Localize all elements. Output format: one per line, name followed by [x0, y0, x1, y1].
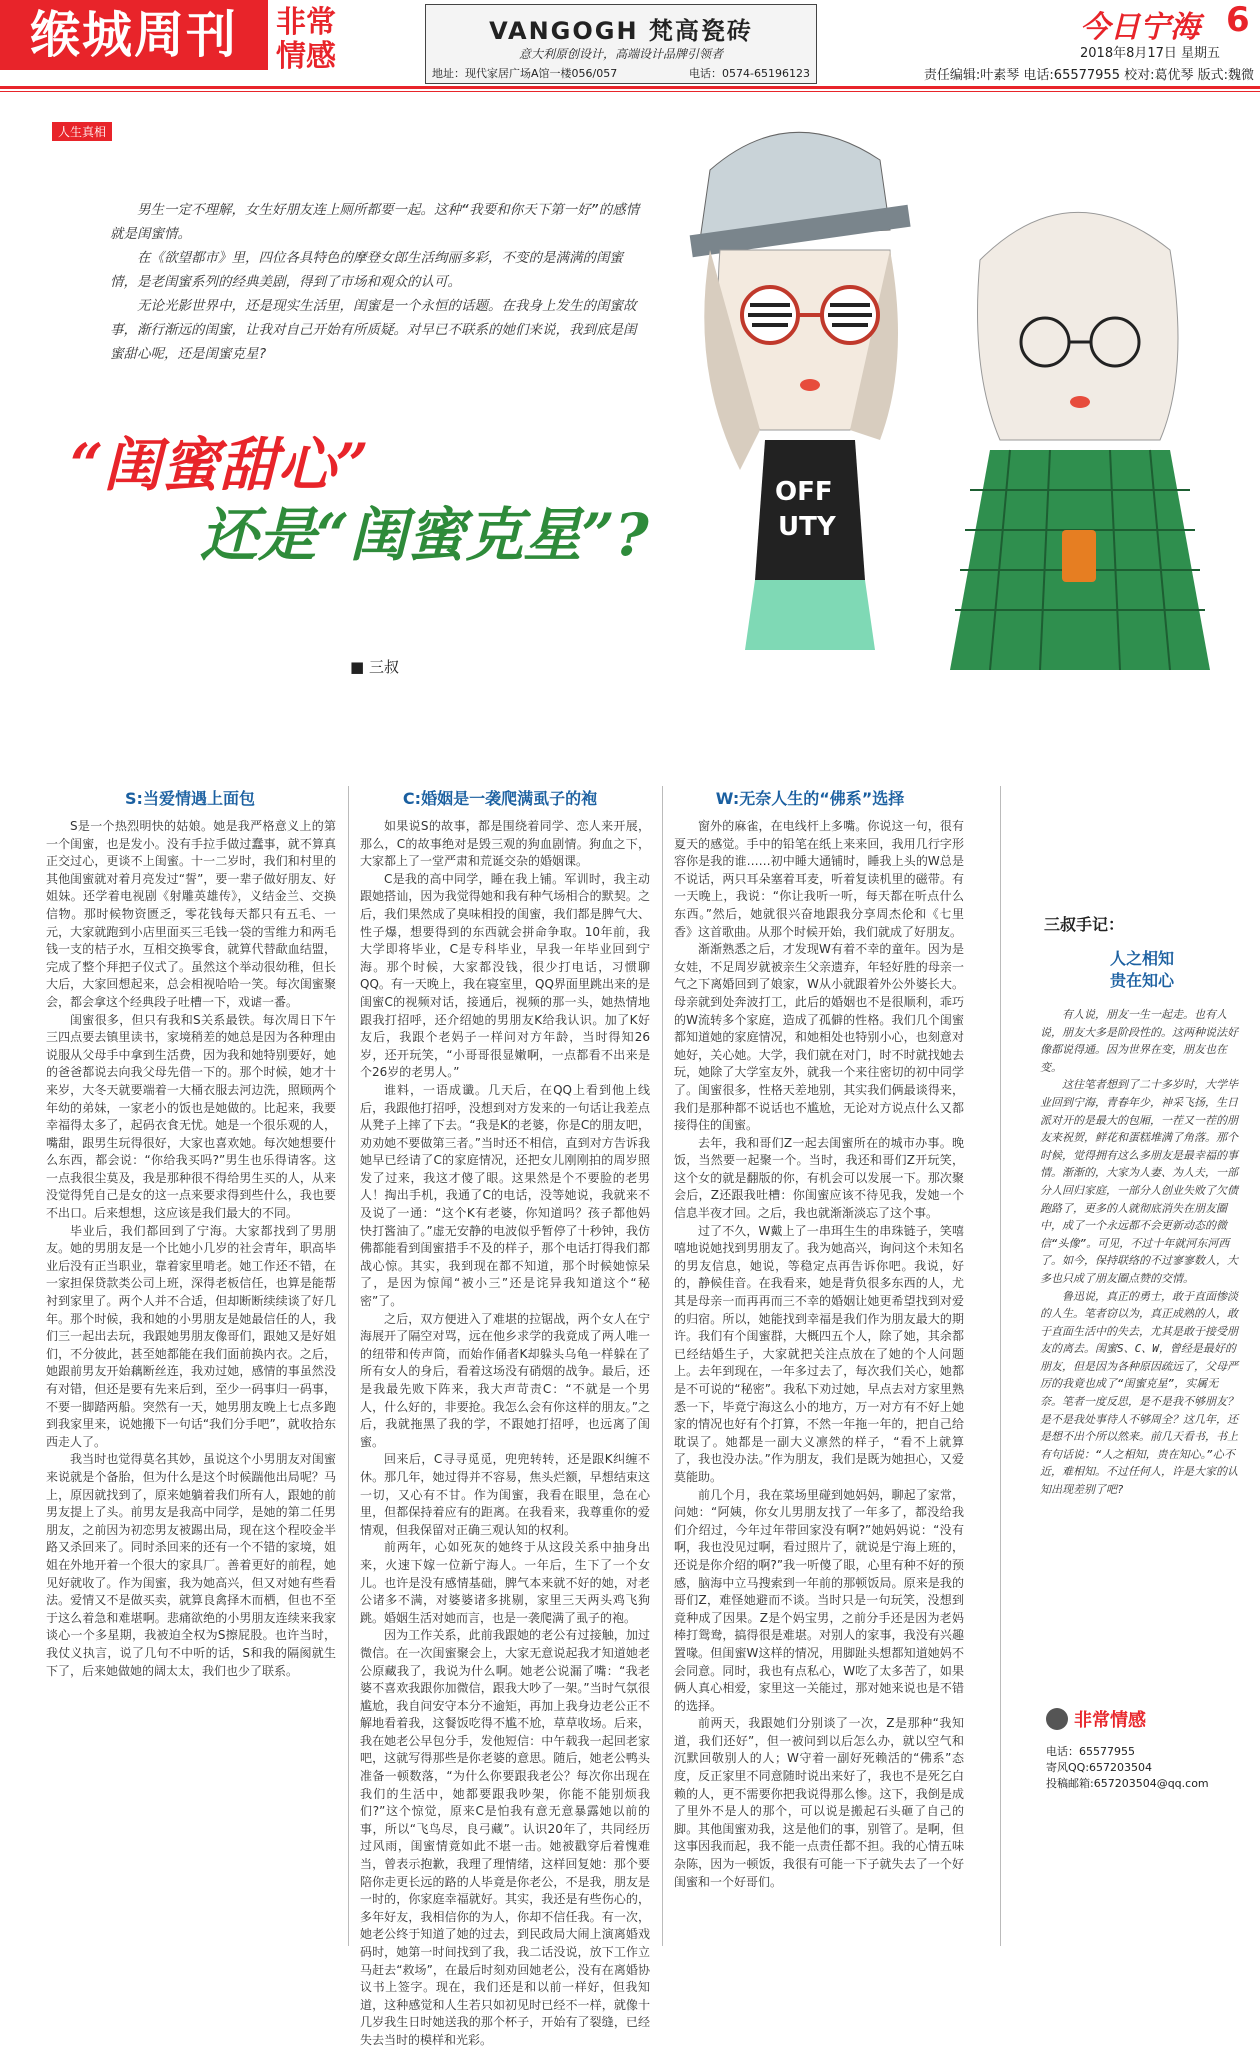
ad-brand: VANGOGH 梵高瓷砖 — [489, 17, 753, 45]
section-title-s: S:当爱情遇上面包 — [125, 789, 255, 808]
article-column-c — [360, 818, 650, 2050]
column-tag: 人生真相 — [52, 122, 112, 141]
section-title-c: C:婚姻是一袭爬满虱子的袍 — [402, 789, 598, 808]
paragraph: 谁料，一语成谶。几天后，在QQ上看到他上线后，我跟他打招呼，没想到对方发来的一句话让我差点从凳子上摔了下去。“我是K的老婆，你是C的朋友吧，劝劝她不要做第三者。”当时还不相信，直到对方告诉我她早已经请了C的家庭情况，还把女儿刚刚拍的周岁照发了过来，我这才傻了眼。这果然是个不要脸的老男人！掏出手机，我通了C的电话，没等她说，我就来不及说了一通：“这个K有老婆，你知道吗？孩子都他妈快打酱油了。”虚无安静的电波似乎暂停了十秒钟，我仿佛都能看到闺蜜措手不及的样子，那个电话打得我们都战心惊。其实，我到现在都不知道，那个时候她惊呆了，是因为惊闻“被小三”还是诧异我知道这个“秘密”了。 — [360, 1082, 650, 1309]
note-subtitle-line: 人之相知 — [1109, 949, 1174, 968]
ad-phone: 电话：0574-65196123 — [689, 67, 810, 80]
ad-contact — [432, 65, 810, 81]
article-column-w — [674, 818, 964, 1891]
article-column-s — [46, 818, 336, 1680]
contact-phone: 电话：65577955 — [1046, 1745, 1135, 1758]
pendant-bag — [1062, 530, 1096, 582]
paragraph: 闺蜜很多，但只有我和S关系最铁。每次周日下午三四点要去镇里读书，家境稍差的她总是因为各种理由说服从父母手中拿到生活费，因为我和她特别要好，她的爸爸都说去向我父母先借一下的。那个时候，她才十来岁，大冬天就要端着一大桶衣服去河边洗，照顾两个年幼的弟妹，一家老小的饭也是她做的。比起来，我要幸福得太多了，起码衣食无忧。她是一个很乐观的人，嘴甜，跟男生玩得很好，大家也喜欢她。每次她想要什么东西，都会说：“你给我买吗?”男生也乐得请客。这一点我很尘莫及，我是那种很不得给男生买的人，从来没觉得凭自己是女的这一点来要求得到些什么，我也要不出口。后来想想，这应该是我们最大的不同。 — [46, 1012, 336, 1221]
note-body — [1040, 1006, 1240, 1499]
note-paragraph: 有人说，朋友一生一起走。也有人说，朋友大多是阶段性的。这两种说法好像都说得通。因为世界在变，朋友也在变。 — [1040, 1008, 1238, 1074]
illustration-two-girls — [650, 110, 1250, 670]
paper-name: 今日宁海 — [1080, 10, 1200, 45]
note-paragraph: 这往笔者想到了二十多岁时，大学毕业回到宁海，青春年少，神采飞扬，生日派对开的是最大的包厢，一茬又一茬的朋友来祝贺，鲜花和蛋糕堆满了角落。那个时候，觉得拥有这么多朋友是最幸福的事情。渐渐的，大家为人妻、为人夫，一部分人回归家庭，一部分人创业失败了欠债跑路了，更多的人就彻底消失在朋友圈中，成了一个永远都不会更新动态的微信“头像”。可见，不过十年就河东河西了。如今，保持联络的不过寥寥数人，大多也只成了朋友圈点赞的交情。 — [1040, 1078, 1238, 1285]
paragraph: 去年，我和哥们Z一起去闺蜜所在的城市办事。晚饭，当然要一起聚一个。当时，我还和哥们Z开玩笑，这个女的就是翻版的你，有机会可以发展一下。那次聚会后，Z还跟我吐槽：你闺蜜应该不待见我，发她一个信息半夜才回。之后，我也就渐渐淡忘了这个事。 — [674, 1135, 964, 1221]
lead-paragraph: 在《欲望都市》里，四位各具特色的摩登女郎生活绚丽多彩，不变的是满满的闺蜜情，是老闺蜜系列的经典美剧，得到了市场和观众的认可。 — [110, 250, 623, 290]
svg-text:UTY: UTY — [778, 512, 836, 542]
paragraph: 前几个月，我在菜场里碰到她妈妈，聊起了家常，问她：“阿姨，你女儿男朋友找了一年多了，都没给我们介绍过，今年过年带回家没有啊?”她妈妈说：“没有啊，我也没见过啊，看过照片了，就说是宁海上班的，还说是你介绍的啊?”我一听傻了眼，心里有种不好的预感，脑海中立马搜索到一年前的那顿饭局。原来是我的哥们Z，难怪她避而不谈。当时只是一句玩笑，没想到竟种成了因果。Z是个妈宝男，之前分手还是因为老妈棒打鸳鸯，搞得很是难堪。对别人的家事，我没有兴趣置喙。但闺蜜W这样的情况，用脚趾头想都知道她妈不会同意。同时，我也有点私心，W吃了太多苦了，如果俩人真心相爱，家里这一关能过，那对她来说也是不错的选择。 — [674, 1487, 964, 1713]
column-divider — [348, 786, 349, 1946]
paragraph: 之后，双方便进入了难堪的拉锯战，两个女人在宁海展开了隔空对骂，远在他乡求学的我竟成了两人唯一的纽带和传声筒，而始作俑者K却躲头乌龟一样躲在了所有女人的身后，看着这场没有硝烟的战争。最后，还是我最先败下阵来，我大声苛责C：“不就是一个男人，什么好的，非要抢。我怎么会有你这样的朋友。”之后，我就拖黑了我的学，不跟她打招呼，也远离了闺蜜。 — [360, 1311, 650, 1449]
headline — [70, 430, 720, 570]
paragraph: S是一个热烈明快的姑娘。她是我严格意义上的第一个闺蜜，也是发小。没有手拉手做过蠢事，就不算真正交过心，更谈不上闺蜜。十一二岁时，我们和村里的其他闺蜜就对着月亮发过“誓”，要一辈子做好朋友、好姐妹。还学着电视剧《射雕英雄传》，义结金兰、交换信物。那时候物资匮乏，零花钱每天都只有五毛、一元，大家就跑到小店里面买三毛钱一袋的雪维力和两毛钱一支的桔子水，互相交换零食，就算代替歃血结盟，完成了整个拜把子仪式了。虽然这个举动很幼稚，但长大后，大家回想起来，总会相视哈哈一笑。每次闺蜜聚会，都会拿这个经典段子吐槽一下，戏谑一番。 — [46, 819, 336, 1009]
headline-line-1: “闺蜜甜心” — [70, 431, 369, 499]
section-title-w: W:无奈人生的“佛系”选择 — [715, 789, 905, 808]
contact-heading — [1046, 1706, 1242, 1732]
left-girl-figure — [690, 132, 911, 650]
headline-line-2: 还是“闺蜜克星”? — [200, 501, 649, 569]
contact-qq: 寄风QQ:657203504 — [1046, 1761, 1153, 1774]
paragraph: 过了不久，W戴上了一串珥生生的串珠链子，笑嘻嘻地说她找到男朋友了。我为她高兴，询问这个未知名的男友信息，她说，等稳定点再告诉你吧。我说，好的，静候佳音。在我看来，她是背负很多东西的人，尤其是母亲一而再再而三不幸的婚姻让她更希望找到对爱的归宿。所以，她能找到幸福是我们作为朋友最大的期许。我们有个闺蜜群，大概四五个人，除了她，其余都已经结婚生子，大家就把关注点放在了她的个人问题上。去年到现在，一年多过去了，每次我们关心，她都是不可说的“秘密”。我私下劝过她，早点去对方家里熟悉一下，毕竟宁海这么小的地方，万一对方有不好上她家的情况也好有个打算，不然一年拖一年的，把自己给耽误了。她都是一副大义凛然的样子，“看不上就算了，我也没办法。”作为朋友，我们是既为她担心，又爱莫能助。 — [674, 1223, 964, 1484]
contact-heading-label: 非常情感 — [1074, 1710, 1146, 1731]
paragraph: 窗外的麻雀，在电线杆上多嘴。你说这一句，很有夏天的感觉。手中的铅笔在纸上来来回，我用几行字形容你是我的谁……初中睡大通铺时，睡我上头的W总是不说话，两只耳朵塞着耳麦，听着复读机里的磁带。有一天晚上，我说：“你让我听一听，每天都在听点什么东西。”然后，她就很兴奋地跟我分享周杰伦和《七里香》这首歌曲。从那个时候开始，我们就成了好朋友。 — [674, 819, 964, 939]
ad-address: 地址：现代家居广场A馆一楼056/057 — [432, 67, 618, 80]
lead-paragraph: 无论光影世界中，还是现实生活里，闺蜜是一个永恒的话题。在我身上发生的闺蜜故事，渐行渐远的闺蜜，让我对自己开始有所质疑。对早已不联系的她们来说，我到底是闺蜜甜心呢，还是闺蜜克星? — [110, 298, 637, 362]
header-rule-thin — [0, 91, 1260, 92]
paragraph: 前两天，我跟她们分别谈了一次，Z是那种“我知道，我们还好”，但一被问到以后怎么办，就以空气和沉默回敬别人的人；W守着一副好死赖活的“佛系”态度，反正家里不同意随时说出来好了，我也不是死乞白赖的人，更不需要你把我说得那么惨。这下，我倒是成了里外不是人的那个，可以说是搬起石头砸了自己的脚。其他闺蜜劝我，这是他们的事，别管了。是啊，但这事因我而起，我不能一点责任都不担。我的心情五味杂陈，因为一顿饭，我很有可能一下子就失去了一个好闺蜜和一个好哥们。 — [674, 1716, 964, 1889]
header-rule — [0, 86, 1260, 89]
right-girl-figure — [950, 212, 1210, 670]
masthead-title: 缑城周刊 — [0, 0, 268, 70]
ad-slogan: 意大利原创设计，高端设计品牌引领者 — [518, 47, 723, 61]
column-divider — [662, 786, 663, 1946]
byline: ■ 三叔 — [350, 658, 399, 676]
bullet-icon — [1046, 1708, 1068, 1730]
note-subtitle-line: 贵在知心 — [1109, 971, 1174, 990]
lead-paragraph: 男生一定不理解，女生好朋友连上厕所都要一起。这种“我要和你天下第一好”的感情就是闺蜜情。 — [110, 202, 640, 242]
editor-credits: 责任编辑:叶素琴 电话:65577955 校对:葛优琴 版式:魏微 — [923, 68, 1254, 83]
note-subtitle — [1044, 948, 1240, 992]
lead-paragraphs — [110, 198, 640, 366]
paragraph: 如果说S的故事，都是围绕着同学、恋人来开展，那么，C的故事绝对是毁三观的狗血剧情。狗血之下，大家都上了一堂严肃和荒诞交杂的婚姻课。 — [360, 819, 650, 869]
contact-info — [1046, 1744, 1246, 1792]
paragraph: C是我的高中同学，睡在我上铺。军训时，我主动跟她搭讪，因为我觉得她和我有种气场相合的默契。之后，我们果然成了臭味相投的闺蜜，我们都是脾气大、性子爆，想要得到的东西就会拼命争取。10年前，我大学即将毕业，C是专科毕业，早我一年毕业回到宁海。那个时候，大家都没钱，很少打电话，习惯聊QQ。有一天晚上，我在寝室里，QQ界面里跳出来的是闺蜜C的视频对话，接通后，视频的那一头，她热情地跟我打招呼，还介绍她的男朋友K给我认识。加了K好友后，我跟个老妈子一样问对方年龄，当时得知26岁，还开玩笑，“小哥哥很显嫩啊，一点都看不出来是个26岁的老男人。” — [360, 871, 650, 1080]
contact-email: 投稿邮箱:657203504@qq.com — [1046, 1777, 1209, 1790]
paragraph: 渐渐熟悉之后，才发现W有着不幸的童年。因为是女娃，不足周岁就被亲生父亲遗弃，年轻好胜的母亲一气之下离婚回到了娘家，W从小就跟着外公外婆长大。母亲就到处奔波打工，此后的婚姻也不是很顺利，乖巧的W流转多个家庭，造成了孤僻的性格。我们几个闺蜜都知道她的家庭情况，和她相处也特别小心，也刻意对她好，关心她。大学，我们就在对门，时不时就找她去玩，她除了大学室友外，就我一个来往密切的初中同学了。闺蜜很多，性格天差地别，其实我们俩最谈得来，我们是那种都不说话也不尴尬，无论对方说点什么又都接得住的闺蜜。 — [674, 942, 964, 1133]
paragraph: 我当时也觉得莫名其妙，虽说这个小男朋友对闺蜜来说就是个备胎，但为什么是这个时候踹他出局呢？马上，原因就找到了，原来她躺着我们所有人，跟她的前男友提上了头。前男友是我高中同学，是她的第二任男朋友，之前因为初恋男友被踢出局，现在这个程咬金半路又杀回来了。同时杀回来的还有一个不错的家境，姐姐在外地开着一个很大的家具厂。善着更好的前程，她见好就收了。作为闺蜜，我为她高兴，但又对她有些看法。爱情又不是做买卖，就算良禽择木而栖，但也不至于这么着急和难堪啊。悲痛欲绝的小男朋友连续来我家谈心一个多星期，我被迫全权为S擦屁股。也许当时，我仗义执言，说了几句不中听的话，S和我的隔阂就生下了，后来她做她的阔太太，我们也少了联系。 — [46, 1452, 336, 1678]
page-number: 6 — [1226, 0, 1250, 40]
svg-text:OFF: OFF — [775, 477, 833, 507]
paragraph: 前两年，心如死灰的她终于从这段关系中抽身出来，火速下嫁一位新宁海人。一年后，生下了一个女儿。也许是没有感情基础，脾气本来就不好的她，对老公诸多不满，对婆婆诸多挑剔，家里三天两头鸡飞狗跳。婚姻生活对她而言，也是一袭爬满了虱子的袍。 — [360, 1540, 650, 1625]
paragraph: 回来后，C寻寻觅觅，兜兜转转，还是跟K纠缠不休。那几年，她过得并不容易，焦头烂额，早想结束这一切，又心有不甘。作为闺蜜，我看在眼里，急在心里，但都保持着应有的距离。在我看来，我尊重你的爱情观，但我保留对正确三观认知的权利。 — [360, 1452, 650, 1537]
column-divider — [1000, 786, 1001, 1946]
paragraph: 因为工作关系，此前我跟她的老公有过接触，加过微信。在一次闺蜜聚会上，大家无意说起我才知道她老公原藏我了，我说为什么啊。她老公说漏了嘴：“我老婆不喜欢我跟你加微信，跟我大吵了一架。”当时气氛很尴尬，我自问安守本分不逾矩，再加上我身边老公正不解地看着我，这餐饭吃得不尴不尬，草草收场。后来，我在她老公早包分手，发他短信：中午载我一起回老家吧，这就写得那些是你老婆的意思。随后，她老公鸭头准备一顿数落，“为什么你要跟我老公？每次你出现在我们的生活中，她都要跟我吵架，你能不能别烦我们?”这个惊觉，原来C是怕我有意无意暴露她以前的事，所以“飞鸟尽，良弓藏”。认识20年了，共同经历过风雨，闺蜜情竟如此不堪一击。她被戳穿后着愧难当，曾表示抱歉，我理了理情绪，这样回复她：那个要陪你走更长远的路的人毕竟是你老公，不是我，朋友是一时的，你家庭幸福就好。其实，我还是有些伤心的，多年好友，我相信你的为人，你却不信任我。有一次，她老公终于知道了她的过去，到民政局大闹上演离婚戏码时，她第一时间找到了我，我二话没说，放下工作立马赶去“救场”，在最后时刻劝回她老公，没有在离婚协议书上签字。现在，我们还是和以前一样好，但我知道，这种感觉和人生若只如初见时已经不一样，就像十几岁我生日时她送我的那个杯子，开始有了裂缝，已经失去当时的模样和光彩。 — [360, 1628, 650, 2047]
advertisement — [425, 4, 817, 84]
note-title: 三叔手记： — [1044, 915, 1125, 934]
dateline: 2018年8月17日 星期五 — [1080, 46, 1221, 61]
section-name: 非常情感 — [276, 5, 336, 74]
paragraph: 毕业后，我们都回到了宁海。大家都找到了男朋友。她的男朋友是一个比她小几岁的社会青年，职高毕业后没有正当职业，靠着家里啃老。她工作还不错，在一家担保贷款类公司上班，深得老板信任，也算是能帮衬到家里了。两个人并不合适，但却断断续续谈了好几年。那个时候，我和她的小男朋友是她最信任的人，我们三一起出去玩，我跟她男朋友像哥们，跟她又是好姐们，不分彼此，甚至她都能在我们面前换内衣。之后，她跟前男友开始藕断丝连，我劝过她，感情的事虽然没有对错，但还是要有先来后到，至少一码事归一码事，不要一脚踏两船。突然有一天，她男朋友晚上七点多跑到我家里来，说她搬下一句话“我们分手吧”，就收拾东西走人了。 — [46, 1223, 336, 1449]
note-paragraph: 鲁迅说，真正的勇士，敢于直面惨淡的人生。笔者窃以为，真正成熟的人，敢于直面生活中的失去，尤其是敢于接受朋友的离去。闺蜜S、C、W，曾经是最好的朋友，但是因为各种原因疏远了，父母严厉的我竟也成了“闺蜜克星”，实属无奈。笔者一度反思，是不是我不够朋友？是不是我处事待人不够周全？这几年，还是想不出个所以然来。前几天看书，书上有句话说：“人之相知，贵在知心。”心不近，难相知。不过任何人，许是大家的认知出现差别了吧? — [1040, 1289, 1238, 1497]
